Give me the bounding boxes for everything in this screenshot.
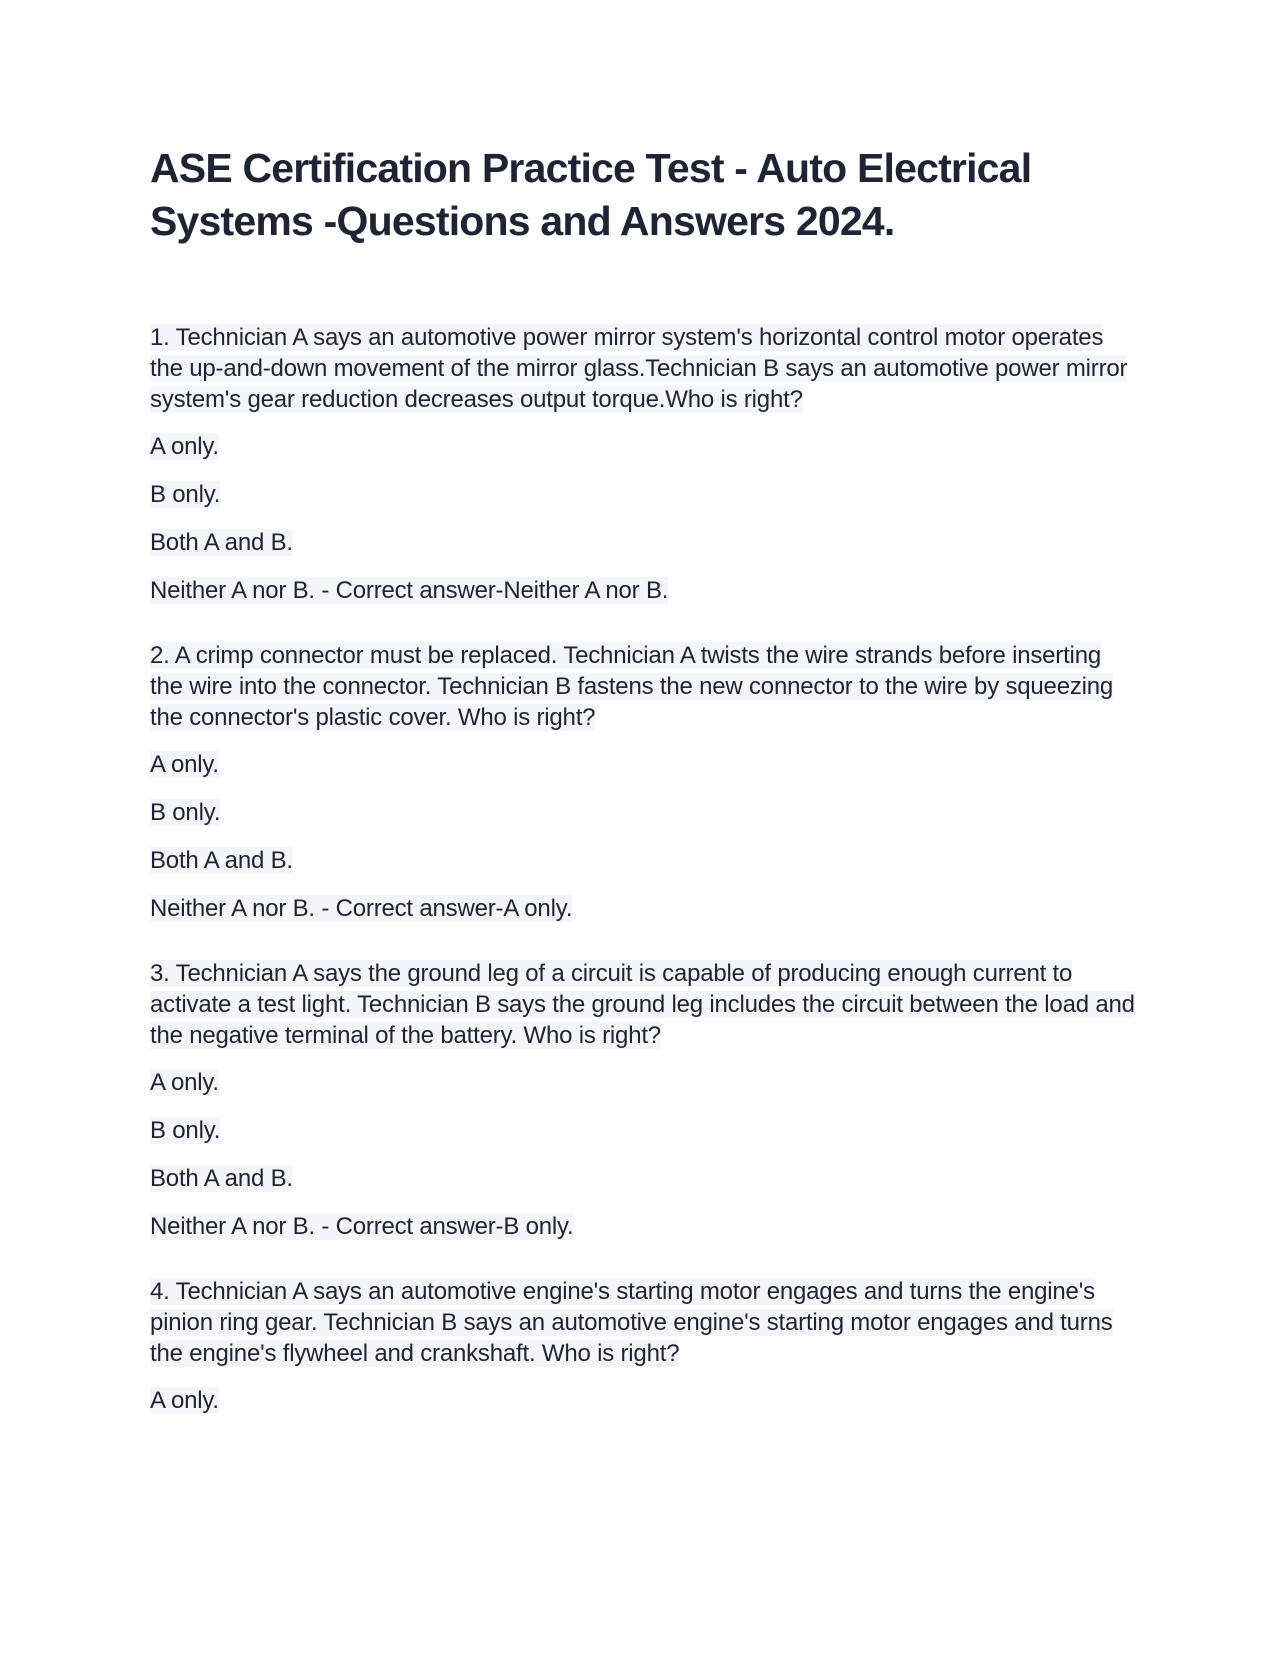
question-text: 4. Technician A says an automotive engine's starting motor engages and turns the engine's pinion ring gear. Technician B says an automotive engine's starting motor engages and turns the engine's flywheel and crankshaft. Who is right? <box>150 1278 1113 1367</box>
question-text: 1. Technician A says an automotive power mirror system's horizontal control motor operates the up-and-down movement of the mirror glass.Technician B says an automotive power mirror system's gear reduction decreases output torque.Who is right? <box>150 324 1128 413</box>
question-item <box>150 322 1140 606</box>
answer-option: A only. <box>150 751 219 778</box>
answer-option: Both A and B. <box>150 529 293 556</box>
answer-option: Both A and B. <box>150 1165 293 1192</box>
answer-option-with-correct-answer: Neither A nor B. - Correct answer-B only. <box>150 1213 574 1240</box>
question-item <box>150 640 1140 924</box>
document-title: ASE Certification Practice Test - Auto Electrical Systems -Questions and Answers 2024. <box>150 145 1032 244</box>
answer-option: B only. <box>150 1117 221 1144</box>
document-page <box>150 142 1140 1450</box>
question-list <box>150 322 1140 1416</box>
answer-option: A only. <box>150 1069 219 1096</box>
answer-option: A only. <box>150 433 219 460</box>
answer-option: A only. <box>150 1387 219 1414</box>
question-item <box>150 1276 1140 1416</box>
answer-option-with-correct-answer: Neither A nor B. - Correct answer-Neither A nor B. <box>150 577 669 604</box>
question-item <box>150 958 1140 1242</box>
answer-option: B only. <box>150 481 221 508</box>
question-text: 3. Technician A says the ground leg of a circuit is capable of producing enough current to activate a test light. Technician B says the ground leg includes the circuit between the load and the negative terminal of the battery. Who is right? <box>150 960 1135 1049</box>
answer-option: B only. <box>150 799 221 826</box>
answer-option-with-correct-answer: Neither A nor B. - Correct answer-A only. <box>150 895 573 922</box>
question-text: 2. A crimp connector must be replaced. Technician A twists the wire strands before inserting the wire into the connector. Technician B fastens the new connector to the wire by squeezing the connector's plastic cover. Who is right? <box>150 642 1114 731</box>
answer-option: Both A and B. <box>150 847 293 874</box>
